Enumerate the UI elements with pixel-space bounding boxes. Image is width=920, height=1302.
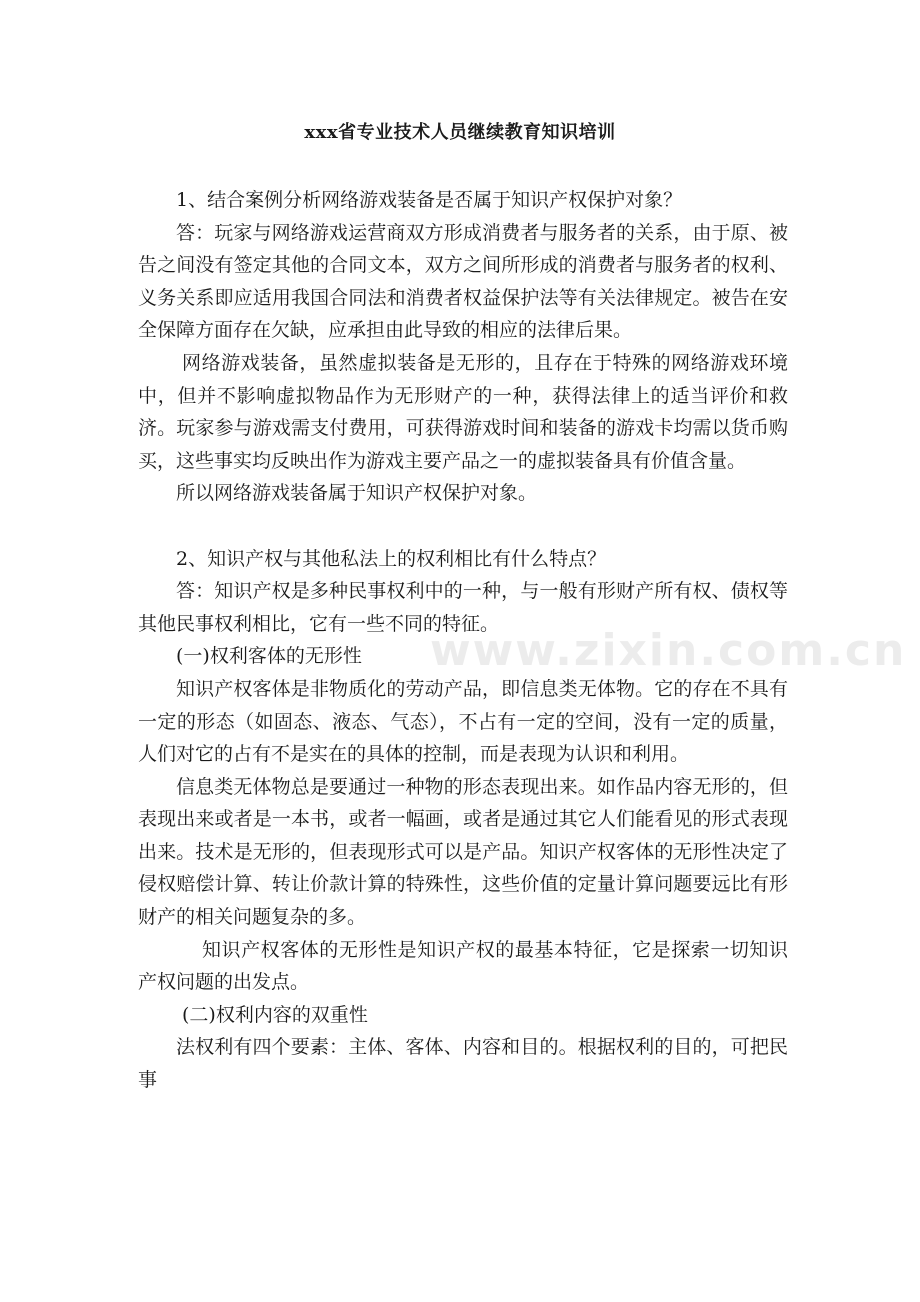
section-1-paragraph-3: 知识产权客体的无形性是知识产权的最基本特征，它是探索一切知识产权问题的出发点。: [138, 938, 788, 994]
document-title: xxx省专业技术人员继续教育知识培训: [304, 122, 616, 143]
document-body: [138, 184, 788, 1097]
question-1: 1、结合案例分析网络游戏装备是否属于知识产权保护对象？: [176, 189, 683, 211]
section-heading-2: (二)权利内容的双重性: [182, 1003, 368, 1026]
answer-2-intro: 答：知识产权是多种民事权利中的一种，与一般有形财产所有权、债权等其他民事权利相比，它有一些不同的特征。: [138, 580, 788, 635]
section-1-paragraph-1: 知识产权客体是非物质化的劳动产品，即信息类无体物。它的存在不具有一定的形态（如固态、液态、气态），不占有一定的空间，没有一定的质量，人们对它的占有不是实在的具体的控制，而是表现为认识和利用。: [138, 677, 788, 766]
watermark-text: www.zixin.com.cn: [430, 625, 907, 676]
answer-1-paragraph-3: 所以网络游戏装备属于知识产权保护对象。: [176, 482, 538, 505]
section-heading-1: (一)权利客体的无形性: [176, 645, 362, 668]
question-2: 2、知识产权与其他私法上的权利相比有什么特点？: [176, 547, 607, 570]
answer-1-paragraph-2: 网络游戏装备，虽然虚拟装备是无形的，且存在于特殊的网络游戏环境中，但并不影响虚拟物品作为无形财产的一种，获得法律上的适当评价和救济。玩家参与游戏需支付费用，可获得游戏时间和装备的游戏卡均需以货币购买，这些事实均反映出作为游戏主要产品之一的虚拟装备具有价值含量。: [138, 351, 788, 472]
section-1-paragraph-2: 信息类无体物总是要通过一种物的形态表现出来。如作品内容无形的，但表现出来或者是一本书，或者一幅画，或者是通过其它人们能看见的形式表现出来。技术是无形的，但表现形式可以是产品。知识产权客体的无形性决定了侵权赔偿计算、转让价款计算的特殊性，这些价值的定量计算问题要远比有形财产的相关问题复杂的多。: [138, 775, 788, 929]
section-gap: [138, 510, 788, 543]
section-2-paragraph-1: 法权利有四个要素：主体、客体、内容和目的。根据权利的目的，可把民事: [138, 1036, 788, 1092]
answer-1-paragraph-1: 答：玩家与网络游戏运营商双方形成消费者与服务者的关系，由于原、被告之间没有签定其他的合同文本，双方之间所形成的消费者与服务者的权利、义务关系即应适用我国合同法和消费者权益保护法等有关法律规定。被告在安全保障方面存在欠缺，应承担由此导致的相应的法律后果。: [138, 221, 788, 342]
